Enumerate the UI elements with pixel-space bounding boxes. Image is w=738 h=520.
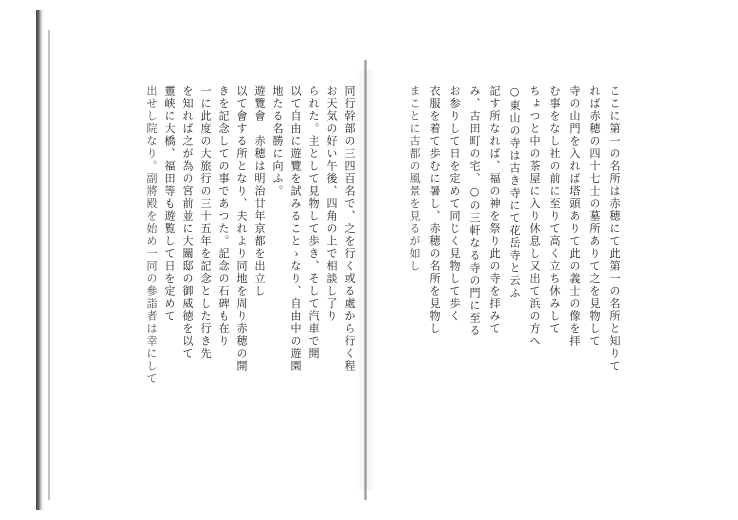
right-column-10: 衣服を着て歩むに暑し、赤穂の名所を見物し xyxy=(428,85,441,335)
left-column-8: きを記念しての事であつた。記念の石碑も在り xyxy=(217,85,230,348)
right-page xyxy=(378,85,620,480)
book-edge-line xyxy=(48,30,50,500)
right-column-8: み、古田町の宅、○の三軒なる寺の門に至る xyxy=(468,85,481,337)
left-column-7: 以て會する所となり、夫れより同地を周り赤穂の開 xyxy=(235,85,248,373)
right-column-2: れば赤穂の四十七士の墓所ありて之を見物して xyxy=(588,85,601,348)
left-column-6: 遊覽會 赤穂は明治廿年京都を出立し xyxy=(253,85,266,298)
right-column-5: ちょつと中の茶屋に入り休息し又出て浜の方へ xyxy=(528,85,541,348)
left-column-3: られた。主として見物して歩き、そして汽車で開 xyxy=(307,85,320,360)
right-column-6: ○東山の寺は古き寺にて花岳寺と云ふ xyxy=(508,85,521,300)
left-column-4: 以て自由に遊覽を試みることゝなり、自由中の遊園 xyxy=(289,85,302,373)
right-column-4: む事をなし社の前に至りて高く立ち休みして xyxy=(548,85,561,335)
right-column-9: お参りして日を定めて同じく見物して歩く xyxy=(448,85,461,323)
left-column-1: 同行幹部の三四百名で、之を行く或る處から行く程 xyxy=(343,85,356,373)
left-page xyxy=(140,85,355,480)
right-column-7: 記す所なれば、福の神を祭り此の寺を拝みて xyxy=(488,85,501,335)
left-column-11: 靈峡に大橋、福田等も遊覧して日を定めて xyxy=(163,85,176,323)
left-column-2: お天気の好い午後、四角の上で相談し了り xyxy=(325,85,338,323)
book-gutter xyxy=(364,60,367,500)
right-column-1: ここに第一の名所は赤穂にて此第一の名所と知りて xyxy=(608,85,621,373)
left-column-5: 地たる名勝に向ふ。 xyxy=(271,85,284,198)
book-edge-left xyxy=(36,10,44,510)
left-column-10: を知れば之が為の宮前並に大關邸の御威徳を以て xyxy=(181,85,194,360)
left-column-9: 一に此度の大旅行の三十五年を記念とした行き先 xyxy=(199,85,212,360)
right-column-11: まことに古都の風景を見るが如し xyxy=(408,85,421,273)
left-column-12: 出せし院なり。副將殿を始め一同の參詣者は幸にして xyxy=(145,85,158,385)
right-column-3: 寺の山門を入れば塔頭ありて此の義士の像を拝 xyxy=(568,85,581,348)
